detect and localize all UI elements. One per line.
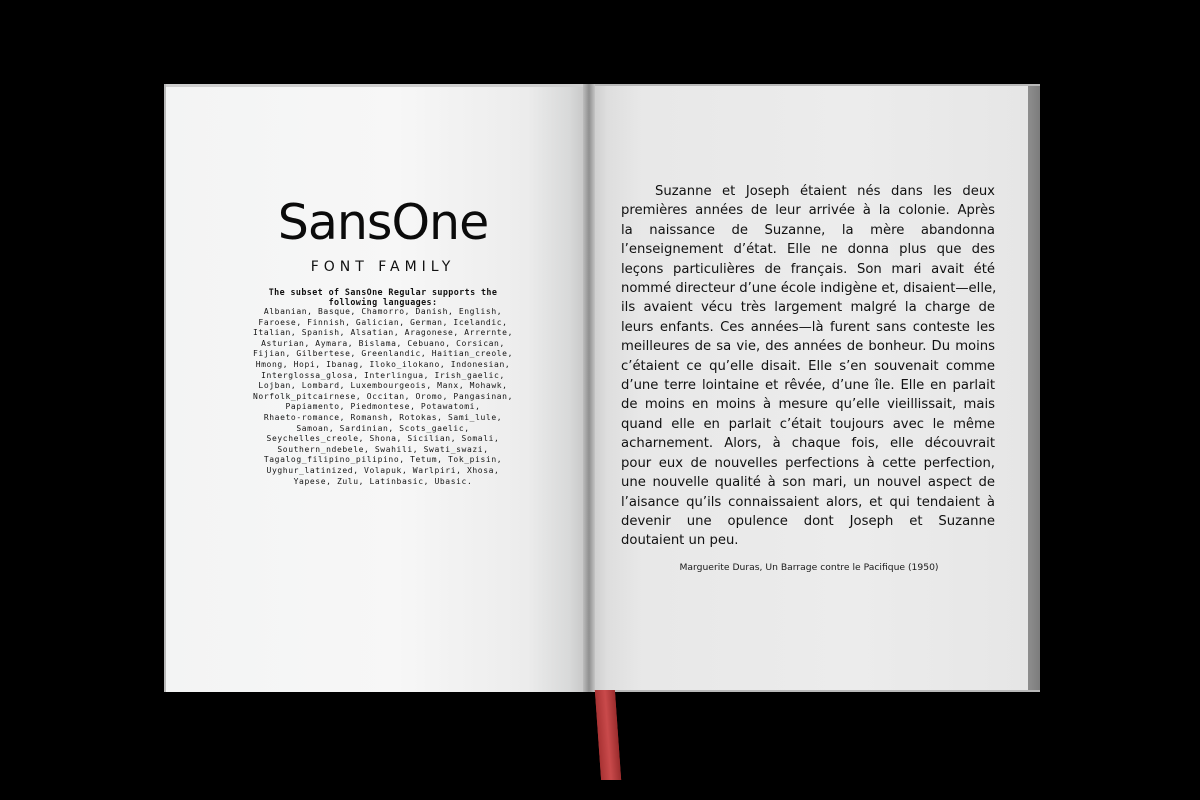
language-list-line: Papiamento, Piedmontese, Potawatomi, [285, 402, 481, 412]
language-intro-line: following languages: [328, 297, 438, 307]
language-intro [236, 287, 530, 307]
language-list-line: Fijian, Gilbertese, Greenlandic, Haitian_creole, [253, 349, 513, 359]
prose-line: ils avaient vécu très largement malgré la charge de [621, 300, 995, 316]
prose-line: meilleures de sa vie, des années de bonheur. Du moins [621, 339, 995, 355]
prose-line: premières années de leur arrivée à la colonie. Après [621, 203, 995, 219]
prose-line: leçons particulières de français. Son mari avait été [621, 261, 995, 277]
prose-line: nommé directeur d’une école indigène et, disaient—elle, [621, 281, 997, 297]
language-list-line: Tagalog_filipino_pilipino, Tetum, Tok_pisin, [263, 455, 503, 465]
prose-paragraph [621, 182, 995, 551]
prose-line: une nouvelle qualité à son mari, un nouvel aspect de [621, 475, 995, 491]
language-list-line: Albanian, Basque, Chamorro, Danish, English, [263, 307, 503, 316]
language-list-line: Hmong, Hopi, Ibanag, Iloko_ilokano, Indonesian, [255, 359, 511, 369]
quote-citation: Marguerite Duras, Un Barrage contre le Pacifique (1950) [679, 562, 939, 573]
prose-line: l’enseignement d’état. Elle ne donna plus que des [621, 242, 995, 258]
book-gutter [583, 84, 595, 692]
prose-line: acharnement. Alors, à chaque fois, elle découvrait [621, 436, 995, 452]
language-list-line: Asturian, Aymara, Bislama, Cebuano, Corsican, [261, 338, 505, 348]
prose-line: de moins en moins à mesure qu’elle vieillissait, mais [621, 397, 995, 413]
language-list-line: Lojban, Lombard, Luxembourgeois, Manx, Mohawk, [258, 381, 508, 391]
language-list-line: Interglossa_glosa, Interlingua, Irish_gaelic, [261, 370, 505, 380]
language-list-line: Italian, Spanish, Alsatian, Aragonese, Arrernte, [253, 328, 513, 338]
prose-line: quand elle en parlait c’était toujours avec le même [621, 416, 995, 432]
language-intro-line: The subset of SansOne Regular supports the [268, 287, 498, 297]
prose-line: l’aisance qu’ils connaissaient alors, et qui tendaient à [621, 494, 995, 510]
prose-line: Suzanne et Joseph étaient nés dans les deux [655, 184, 995, 199]
prose-line: c’étaient ce qu’elle disait. Elle s’en souvenait comme [621, 358, 995, 374]
language-list-line: Norfolk_pitcairnese, Occitan, Oromo, Pangasinan, [253, 391, 513, 401]
font-subtitle: FONT FAMILY [310, 259, 456, 275]
language-list-line: Faroese, Finnish, Galician, German, Icelandic, [258, 317, 508, 327]
prose-line: doutaient un peu. [621, 533, 739, 549]
language-list-line: Southern_ndebele, Swahili, Swati_swazi, [277, 444, 489, 454]
prose-line: pour eux de nouvelles perfections à cette perfection, [621, 455, 995, 471]
language-list-line: Uyghur_latinized, Volapuk, Warlpiri, Xhosa, [266, 465, 500, 475]
language-list [226, 307, 540, 487]
language-list-line: Rhaeto-romance, Romansh, Rotokas, Sami_lule, [263, 412, 503, 422]
prose-line: leurs enfants. Ces années—là furent sans conteste les [621, 319, 995, 335]
language-list-line: Seychelles_creole, Shona, Sicilian, Somali, [266, 434, 500, 444]
bookmark-ribbon [595, 690, 621, 780]
font-title: SansOne [277, 194, 489, 251]
prose-line: la naissance de Suzanne, la mère abandonna [621, 222, 995, 238]
language-list-line: Samoan, Sardinian, Scots_gaelic, [296, 423, 470, 433]
prose-line: devenir une opulence dont Joseph et Suzanne [621, 513, 995, 529]
language-list-line: Yapese, Zulu, Latinbasic, Ubasic. [293, 476, 473, 486]
prose-line: d’une terre lointaine et rêvée, d’une île. Elle en parlait [621, 378, 995, 394]
